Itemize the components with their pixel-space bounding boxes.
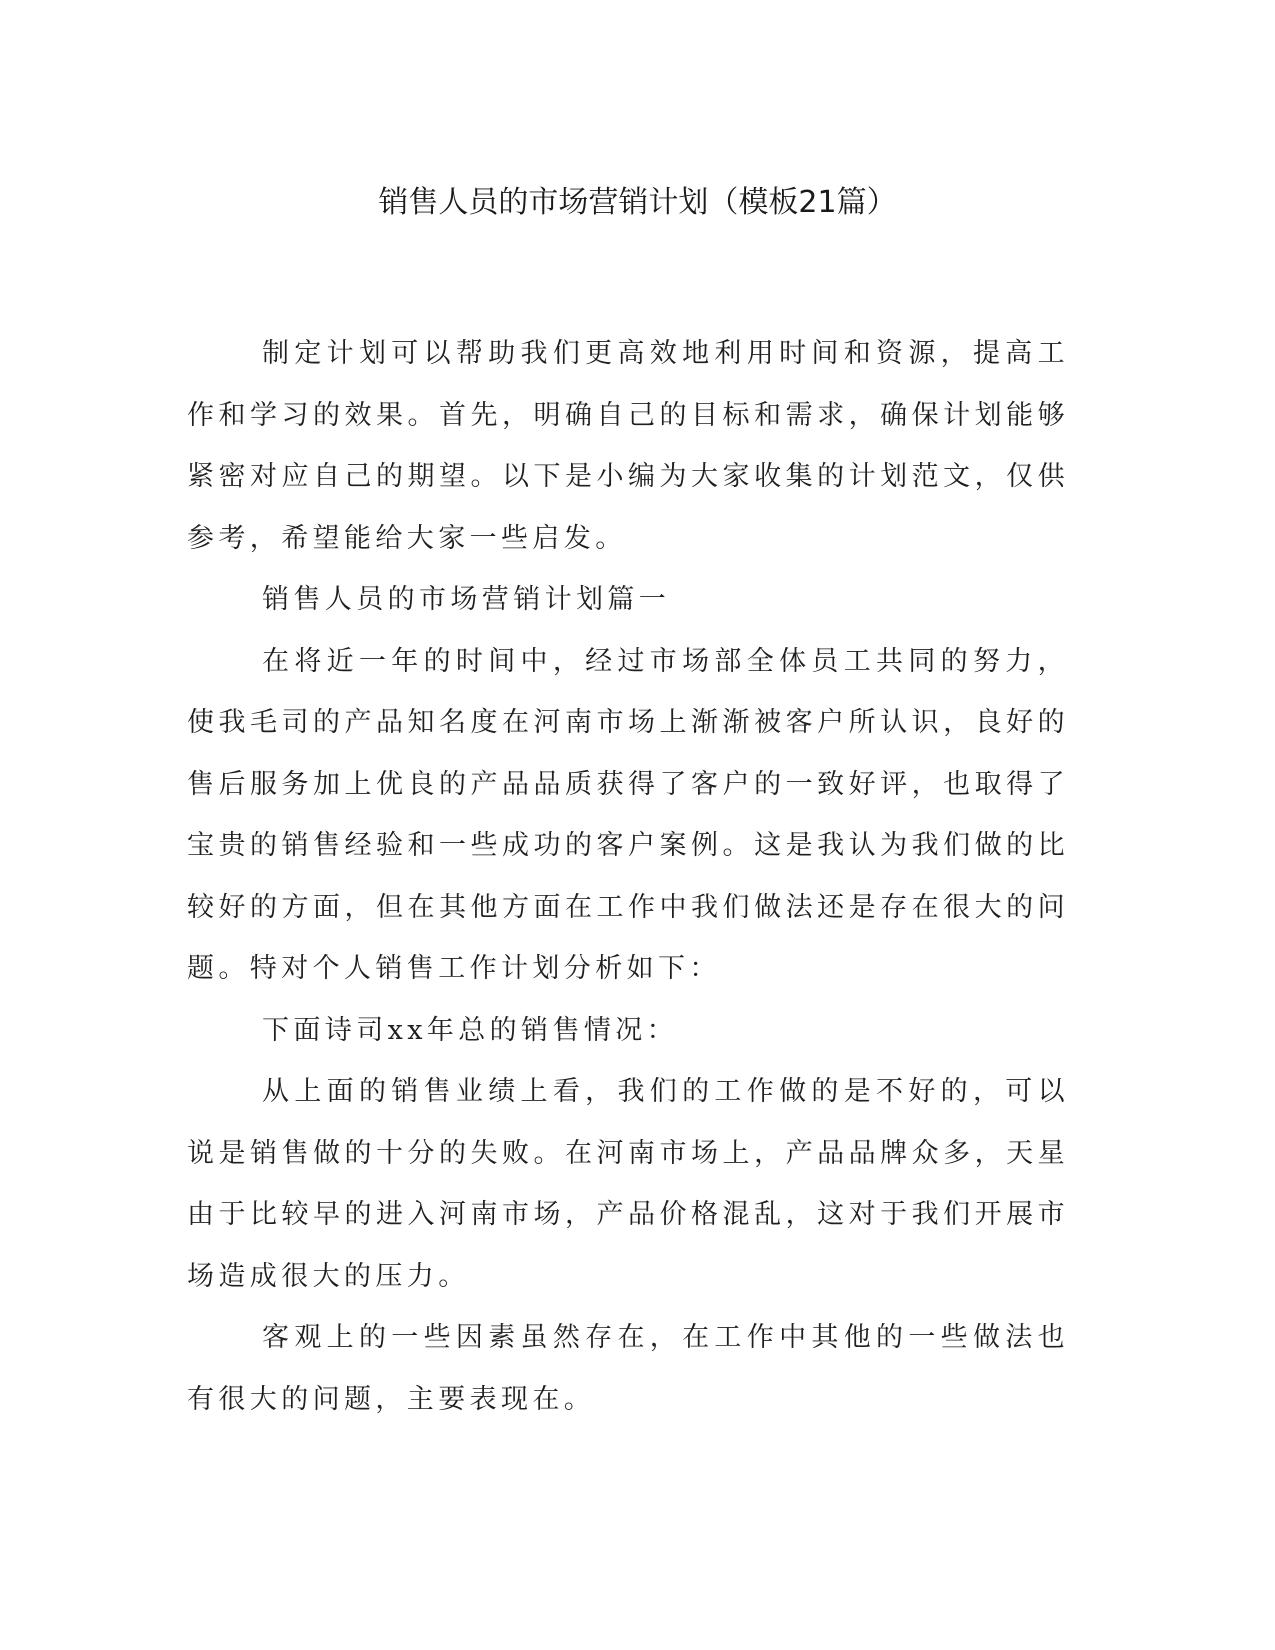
- document-title: 销售人员的市场营销计划（模板21篇）: [378, 185, 897, 220]
- paragraph-performance: 从上面的销售业绩上看，我们的工作做的是不好的，可以说是销售做的十分的失败。在河南市场上，产品品牌众多，天星由于比较早的进入河南市场，产品价格混乱，这对于我们开展市场造成很大的压力。: [187, 1076, 1069, 1292]
- paragraph-problems: 客观上的一些因素虽然存在，在工作中其他的一些做法也有很大的问题，主要表现在。: [187, 1322, 1069, 1415]
- paragraph-review: 在将近一年的时间中，经过市场部全体员工共同的努力，使我毛司的产品知名度在河南市场上渐渐被客户所认识，良好的售后服务加上优良的产品品质获得了客户的一致好评，也取得了宝贵的销售经验和一些成功的客户案例。这是我认为我们做的比较好的方面，但在其他方面在工作中我们做法还是存在很大的问题。特对个人销售工作计划分析如下：: [187, 645, 1069, 984]
- paragraph-sales-situation: 下面诗司xx年总的销售情况：: [262, 1014, 679, 1046]
- paragraph-section-heading: 销售人员的市场营销计划篇一: [262, 584, 671, 615]
- paragraph-intro: 制定计划可以帮助我们更高效地利用时间和资源，提高工作和学习的效果。首先，明确自己的目标和需求，确保计划能够紧密对应自己的期望。以下是小编为大家收集的计划范文，仅供参考，希望能给大家一些启发。: [187, 338, 1069, 554]
- document-body: [187, 323, 1069, 1430]
